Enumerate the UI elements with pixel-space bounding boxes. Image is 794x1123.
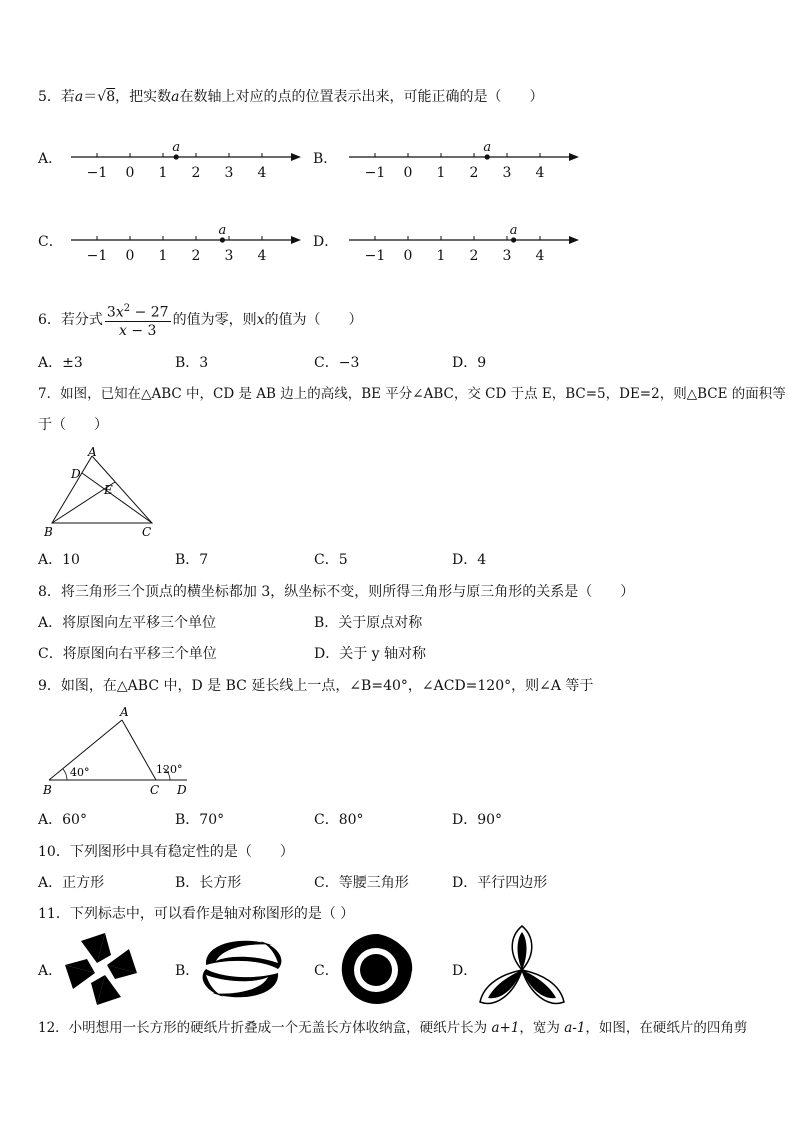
q9-stem: 9．如图，在△ABC 中，D 是 BC 延长线上一点，∠B=40°，∠ACD=120°，则∠A 等于 <box>38 678 594 694</box>
number-line-tick-label: 4 <box>257 248 267 264</box>
q6-option-a: A．±3 <box>38 355 83 371</box>
q10-option-b: B．长方形 <box>175 875 242 891</box>
q7-option-c: C．5 <box>314 552 348 568</box>
q7-label-d: D <box>71 467 81 481</box>
q6-fraction: $\frac{3x^2 - 27}{x - 3}$ <box>105 300 171 341</box>
q9-label-c: C <box>150 783 160 797</box>
number-line-point-label: a <box>218 223 227 238</box>
number-line-arrow <box>291 236 301 244</box>
q7-label-b: B <box>44 525 53 539</box>
q11-stem: 11．下列标志中，可以看作是轴对称图形的是（ ） <box>38 906 355 922</box>
q10-option-c: C．等腰三角形 <box>314 875 409 891</box>
number-line-tick-label: 1 <box>158 248 168 264</box>
q6-option-c: C．−3 <box>314 355 360 371</box>
q5-option-b-label: B． <box>313 151 338 167</box>
q7-segment-cd <box>82 473 152 523</box>
q9-option-d: D．90° <box>452 812 503 828</box>
q5-option-d-label: D． <box>313 234 339 250</box>
three-petal-icon <box>474 924 570 1010</box>
q5-stem: 5．若a＝√8，把实数a在数轴上对应的点的位置表示出来，可能正确的是（ ） <box>38 89 544 105</box>
q7-label-c: C <box>142 525 152 539</box>
q9-segment-ac <box>122 720 156 780</box>
number-line-point <box>511 237 516 242</box>
q9-option-b: B．70° <box>175 812 225 828</box>
q7-option-b: B．7 <box>175 552 209 568</box>
number-line-tick-label: 2 <box>469 165 479 181</box>
number-line-tick-label: 0 <box>125 248 135 264</box>
q6-option-d: D．9 <box>452 355 487 371</box>
q10-option-a: A．正方形 <box>38 875 105 891</box>
number-line-tick-label: 1 <box>436 248 446 264</box>
number-line-point-label: a <box>483 140 492 155</box>
q5-number-line-c <box>65 218 305 268</box>
number-line-point <box>174 154 179 159</box>
q10-stem: 10．下列图形中具有稳定性的是（ ） <box>38 844 294 860</box>
q12-stem: 12．小明想用一长方形的硬纸片折叠成一个无盖长方体收纳盒，硬纸片长为 a+1，宽为 a-1，如图，在硬纸片的四角剪 <box>38 1020 748 1036</box>
number-line-tick-label: −1 <box>86 248 108 264</box>
q8-option-a: A．将原图向左平移三个单位 <box>38 615 217 631</box>
number-line-tick-label: 0 <box>403 248 413 264</box>
q7-label-e: E <box>104 483 113 497</box>
q9-angle-b-label: 40° <box>70 766 90 779</box>
number-line-tick-label: 2 <box>191 165 201 181</box>
q8-stem: 8．将三角形三个顶点的横坐标都加 3，纵坐标不变，则所得三角形与原三角形的关系是（ ） <box>38 584 635 600</box>
q6-option-b: B．3 <box>175 355 209 371</box>
q8-option-b: B．关于原点对称 <box>314 615 423 631</box>
split-oval-icon <box>198 933 286 1005</box>
pinwheel-star-icon <box>60 930 142 1008</box>
q11-option-a-label: A． <box>38 963 63 979</box>
number-line-tick-label: 2 <box>191 248 201 264</box>
number-line-tick-label: 2 <box>469 248 479 264</box>
q9-label-d: D <box>177 783 187 797</box>
q11-option-c-label: C． <box>314 963 339 979</box>
q11-option-d-label: D． <box>452 963 478 979</box>
number-line-point <box>220 237 225 242</box>
q6-stem: 6．若分式 $\frac{3x^2 - 27}{x - 3}$ 的值为零，则 x 的值为（ ） <box>38 298 362 342</box>
number-line-tick-label: −1 <box>86 165 108 181</box>
number-line-tick-label: 0 <box>403 165 413 181</box>
q9-angle-b-arc <box>63 769 67 780</box>
swirl-circle-icon <box>338 930 418 1008</box>
q9-option-c: C．80° <box>314 812 364 828</box>
number-line-tick-label: 3 <box>224 248 234 264</box>
q5-number-line-b <box>343 135 583 185</box>
q8-option-d: D．关于 y 轴对称 <box>314 646 427 662</box>
number-line-tick-label: −1 <box>364 248 386 264</box>
number-line-arrow <box>291 153 301 161</box>
number-line-tick-label: 3 <box>502 165 512 181</box>
number-line-tick-label: 4 <box>257 165 267 181</box>
q7-option-d: D．4 <box>452 552 487 568</box>
q7-stem-line2: 于（ ） <box>38 417 108 433</box>
number-line-tick-label: −1 <box>364 165 386 181</box>
q10-option-d: D．平行四边形 <box>452 875 548 891</box>
q5-option-a-label: A． <box>38 151 63 167</box>
q8-option-c: C．将原图向右平移三个单位 <box>38 646 217 662</box>
q7-option-a: A．10 <box>38 552 80 568</box>
q9-angle-c-label: 120° <box>156 763 183 776</box>
number-line-tick-label: 3 <box>502 248 512 264</box>
number-line-tick-label: 3 <box>224 165 234 181</box>
number-line-tick-label: 0 <box>125 165 135 181</box>
number-line-tick-label: 1 <box>436 165 446 181</box>
q7-triangle-figure <box>40 444 160 540</box>
q7-label-a: A <box>88 445 97 459</box>
q9-option-a: A．60° <box>38 812 87 828</box>
q5-number-line-a <box>65 135 305 185</box>
q9-triangle-figure <box>40 704 200 800</box>
number-line-point-label: a <box>509 223 518 238</box>
number-line-tick-label: 4 <box>535 248 545 264</box>
number-line-arrow <box>569 153 579 161</box>
q9-label-b: B <box>43 783 52 797</box>
number-line-tick-label: 4 <box>535 165 545 181</box>
q5-number-line-d <box>343 218 583 268</box>
q5-option-c-label: C． <box>38 234 63 250</box>
q11-option-b-label: B． <box>175 963 200 979</box>
number-line-point-label: a <box>172 140 181 155</box>
q9-label-a: A <box>120 705 129 719</box>
number-line-point <box>485 154 490 159</box>
number-line-tick-label: 1 <box>158 165 168 181</box>
number-line-arrow <box>569 236 579 244</box>
q7-stem-line1: 7．如图，已知在△ABC 中，CD 是 AB 边上的高线，BE 平分∠ABC，交 CD 于点 E，BC=5，DE=2，则△BCE 的面积等 <box>38 386 786 402</box>
